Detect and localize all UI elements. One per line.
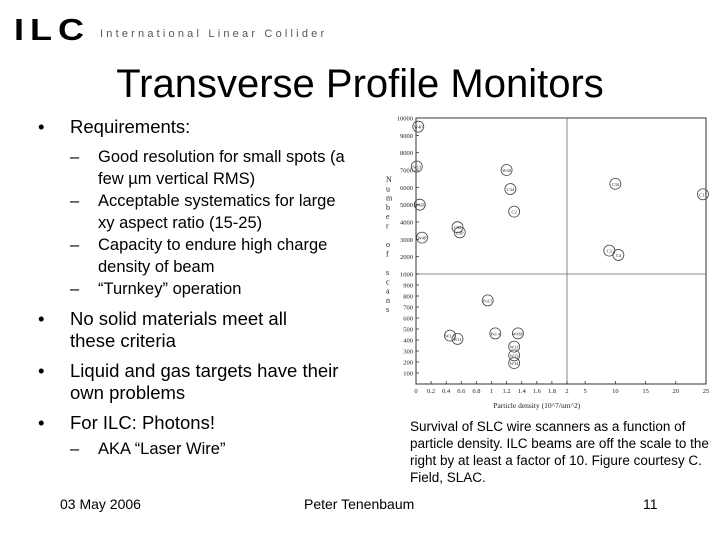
- y-tick-label: 200: [403, 359, 413, 367]
- x-tick-label: 1.6: [532, 388, 541, 395]
- y-tick-label: 8000: [400, 150, 413, 158]
- data-point-label: W4SP: [512, 331, 524, 337]
- y-tick-label: 600: [403, 315, 413, 323]
- sub-bullet-text: Capacity to endure high charge density of beam: [98, 236, 328, 276]
- bullet-solid-materials: [38, 308, 320, 352]
- sub-bullet: [38, 438, 358, 460]
- data-point-label: C34: [506, 187, 515, 193]
- data-point-label: W4P: [417, 235, 427, 241]
- data-point-label: W40: [502, 168, 511, 173]
- footer-date: 03 May 2006: [60, 496, 141, 512]
- data-point-label: W12: [509, 344, 519, 350]
- bullet-ilc-photons: [38, 412, 358, 434]
- x-tick-label: 15: [642, 388, 649, 395]
- data-point-label: Pol.4: [490, 331, 500, 337]
- y-tick-label: 5000: [400, 202, 413, 210]
- x-tick-label: 0.8: [472, 388, 481, 395]
- sub-bullet: [38, 146, 348, 190]
- data-point-label: W1,3: [445, 333, 455, 339]
- y-tick-label: 900: [403, 282, 413, 290]
- bullet-text: Liquid and gas targets have their own problems: [70, 360, 339, 403]
- bullet-list: [38, 116, 358, 460]
- y-tick-label: 3000: [400, 236, 413, 244]
- x-tick-label: 0.6: [457, 388, 466, 395]
- footer-author: Peter Tenenbaum: [304, 496, 415, 512]
- bullet-dot: •: [38, 360, 45, 381]
- logo-subtitle: International Linear Collider: [100, 28, 328, 40]
- bullet-requirements: [38, 116, 358, 138]
- y-tick-label: 500: [403, 326, 413, 334]
- x-tick-label: 1.2: [502, 388, 511, 395]
- figure-caption: Survival of SLC wire scanners as a function of particle density. ILC beams are off the scale to the right by at least a factor of 10. Figure courtesy C. Field, SLAC.: [410, 419, 709, 485]
- y-tick-label: 300: [403, 348, 413, 356]
- y-tick-label: 10000: [396, 115, 413, 123]
- x-tick-label: 1: [489, 388, 494, 395]
- sub-bullet: [38, 234, 328, 278]
- y-tick-label: 800: [403, 293, 413, 301]
- y-tick-label: 6000: [400, 184, 413, 192]
- sub-bullet-dash: –: [70, 236, 80, 254]
- slide-title: Transverse Profile Monitors: [116, 62, 604, 106]
- bullet-dot: •: [38, 308, 45, 329]
- footer-page-number: 11: [643, 496, 658, 512]
- data-point-label: W40: [413, 124, 423, 130]
- ilc-logo: [14, 10, 328, 47]
- x-tick-label: 5: [583, 388, 587, 395]
- sub-bullet-text: Good resolution for small spots (a few µm vertical RMS): [98, 148, 345, 188]
- y-tick-label: 9000: [400, 132, 413, 140]
- bullet-dot: •: [38, 412, 45, 433]
- x-tick-label: 0: [414, 388, 418, 395]
- y-tick-label: 4000: [400, 219, 413, 227]
- x-tick-label: 1.8: [547, 388, 556, 395]
- data-point-label: C2: [511, 209, 517, 215]
- sub-bullet: [38, 278, 358, 300]
- bullet-text: No solid materials meet all these criteria: [70, 308, 287, 351]
- data-point-label: W14: [509, 361, 519, 367]
- logo-mark: ILC: [14, 11, 90, 47]
- x-tick-label: 25: [702, 388, 710, 395]
- x-tick-label: 0.2: [427, 388, 436, 395]
- sub-bullet-text: AKA “Laser Wire”: [98, 440, 226, 458]
- data-point-label: C34: [611, 181, 620, 187]
- bullet-dot: •: [38, 116, 45, 137]
- y-axis-label: N u m b e r o f s c a n s: [386, 175, 393, 315]
- bullet-text: Requirements:: [70, 116, 191, 137]
- sub-bullet-dash: –: [70, 192, 80, 210]
- data-point-label: Pol.5: [483, 298, 493, 304]
- x-tick-label: 0.4: [442, 388, 451, 395]
- bullet-liquid-gas: [38, 360, 340, 404]
- sub-bullet: [38, 190, 348, 234]
- sub-bullet-dash: –: [70, 280, 80, 298]
- y-tick-label: 7000: [400, 167, 413, 175]
- data-point-label: W13: [509, 353, 519, 359]
- y-tick-label: 1000: [400, 271, 413, 279]
- data-point-label: W4EP: [413, 202, 426, 208]
- data-point-label: W11: [453, 336, 462, 342]
- data-point-label: C3P: [455, 230, 464, 236]
- data-point-label: C3: [606, 248, 612, 254]
- data-point-label: C17: [699, 192, 707, 198]
- y-tick-label: 700: [403, 304, 413, 312]
- sub-bullet-text: Acceptable systematics for large xy aspect ratio (15-25): [98, 192, 336, 232]
- bullet-text: For ILC: Photons!: [70, 412, 215, 433]
- x-axis-label: Particle density (10^7/um^2): [493, 401, 581, 410]
- sub-bullet-dash: –: [70, 440, 80, 458]
- y-tick-label: 100: [403, 370, 413, 378]
- wire-scanner-survival-chart: [382, 112, 712, 416]
- x-tick-label: 20: [672, 388, 680, 395]
- sub-bullet-text: “Turnkey” operation: [98, 280, 242, 298]
- data-point-label: C34: [453, 225, 462, 231]
- x-tick-label: 10: [612, 388, 619, 395]
- data-point-label: Sc13: [412, 164, 422, 170]
- y-tick-label: 400: [403, 337, 413, 345]
- y-tick-label: 2000: [400, 254, 413, 262]
- data-point-label: C4: [615, 252, 622, 258]
- sub-bullet-dash: –: [70, 148, 80, 166]
- x-tick-label: 1.4: [517, 388, 526, 395]
- x-tick-label: 2: [565, 388, 569, 395]
